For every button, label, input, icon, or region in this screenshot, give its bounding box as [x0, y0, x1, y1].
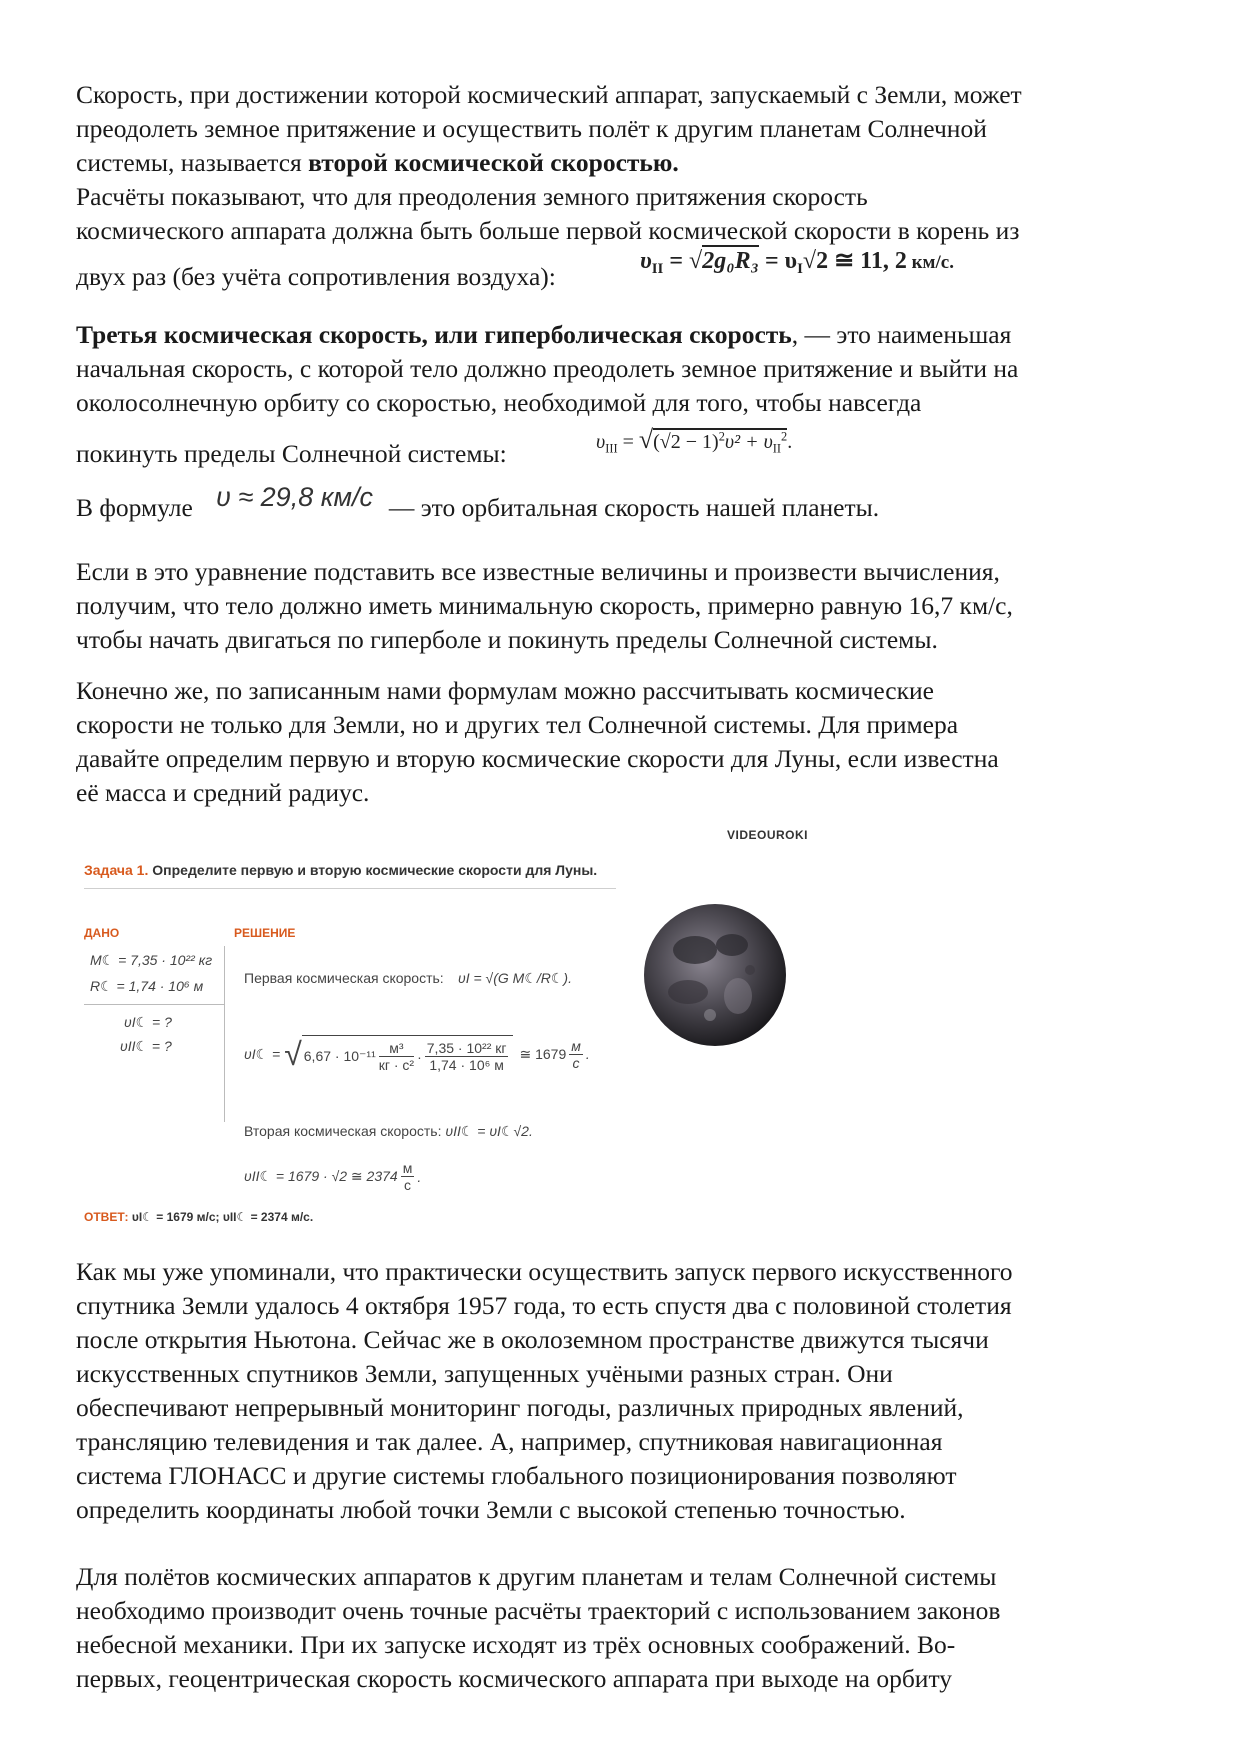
second-velocity-label: Вторая космическая скорость: υII☾ = υI☾√2. — [244, 1123, 533, 1139]
unit-fraction: $\frac{м}{с}$ — [571, 1037, 581, 1071]
given-mass: M☾ = 7,35 · 10²² кг — [90, 952, 213, 968]
second-velocity-calc: υII☾ = 1679 · √2 ≅ 2374 $\frac{м}{с}$ . — [244, 1160, 422, 1193]
text-line: Расчёты показывают, что для преодоления земного притяжения скорость — [76, 182, 868, 211]
given-v1: υI☾ = ? — [124, 1014, 172, 1030]
text-line: В формуле — это орбитальная скорость нашей планеты. — [76, 493, 880, 522]
text-line: скорости не только для Земли, но и других тел Солнечной системы. Для примера — [76, 710, 959, 739]
given-vertical-divider — [224, 946, 225, 1122]
bold-term: Третья космическая скорость, или гиперболическая скорость — [76, 320, 792, 349]
text-line: её масса и средний радиус. — [76, 778, 370, 807]
formula-second-velocity: $\upsilon_{II} = √2g_0R_3 = \upsilon_I√2$ ≅ 11, 2 км/с. — [640, 246, 954, 278]
given-v2: υII☾ = ? — [120, 1038, 172, 1054]
solution-label: РЕШЕНИЕ — [234, 926, 296, 940]
given-label: ДАНО — [84, 926, 120, 940]
text-line: после открытия Ньютона. Сейчас же в околоземном пространстве движутся тысячи — [76, 1325, 989, 1354]
text-line: чтобы начать двигаться по гиперболе и покинуть пределы Солнечной системы. — [76, 625, 938, 654]
answer: ОТВЕТ: υI☾ = 1679 м/с; υII☾ = 2374 м/с. — [84, 1210, 314, 1224]
text-line: преодолеть земное притяжение и осуществить полёт к другим планетам Солнечной — [76, 114, 987, 143]
paragraph-satellites — [76, 1255, 1176, 1527]
fraction: $\frac{\text{м³}}{\text{кг · с²}}$ — [378, 1040, 415, 1073]
text-line: получим, что тело должно иметь минимальную скорость, примерно равную 16,7 км/с, — [76, 591, 1013, 620]
text-line: начальная скорость, с которой тело должно преодолеть земное притяжение и выйти на — [76, 354, 1019, 383]
bold-term: второй космической скоростью. — [308, 148, 679, 177]
formula-third-velocity: $\upsilon_{III} = √(√2 - 1)^2\upsilon^2 + \upsilon_{II}^2$. — [596, 425, 793, 456]
text-line: околосолнечную орбиту со скоростью, необходимой для того, чтобы навсегда — [76, 388, 922, 417]
text-line: Если в это уравнение подставить все известные величины и произвести вычисления, — [76, 557, 1000, 586]
text-line: покинуть пределы Солнечной системы: — [76, 439, 507, 468]
given-radius: R☾ = 1,74 · 10⁶ м — [90, 978, 204, 994]
text-line: Как мы уже упоминали, что практически осуществить запуск первого искусственного — [76, 1257, 1013, 1286]
text-line: двух раз (без учёта сопротивления воздуха): — [76, 262, 556, 291]
fraction: $\frac{\text{7,35 · 10²² кг}}{\text{1,74 · 10⁶ м}}$ — [426, 1040, 507, 1073]
task-figure — [82, 830, 842, 1230]
moon-image — [640, 900, 790, 1050]
text-line: первых, геоцентрическая скорость космического аппарата при выходе на орбиту — [76, 1664, 953, 1693]
text-line: необходимо производит очень точные расчёты траекторий с использованием законов — [76, 1596, 1001, 1625]
divider — [84, 888, 616, 889]
text-line: определить координаты любой точки Земли с высокой степенью точностью. — [76, 1495, 906, 1524]
text-line: космического аппарата должна быть больше первой космической скорости в корень из — [76, 216, 1020, 245]
text-line: Третья космическая скорость, или гиперболическая скорость, — это наименьшая — [76, 320, 1012, 349]
paragraph-moon-example — [76, 674, 1176, 810]
unit-fraction: $\frac{м}{с}$ — [402, 1160, 413, 1193]
text-line: небесной механики. При их запуске исходят из трёх основных соображений. Во- — [76, 1630, 956, 1659]
paragraph-second-cosmic-velocity — [76, 78, 1176, 294]
text-line: Для полётов космических аппаратов к другим планетам и телам Солнечной системы — [76, 1562, 997, 1591]
given-divider — [84, 1004, 224, 1005]
paragraph-hyperbolic-result — [76, 555, 1176, 657]
brand-logo: VIDEOUROKI — [727, 828, 809, 842]
paragraph-trajectories — [76, 1560, 1176, 1696]
text-line: обеспечивают непрерывный мониторинг погоды, различных природных явлений, — [76, 1393, 964, 1422]
text-line: система ГЛОНАСС и другие системы глобального позиционирования позволяют — [76, 1461, 957, 1490]
task-title: Задача 1. Определите первую и вторую космические скорости для Луны. — [84, 862, 598, 878]
text-line: трансляцию телевидения и так далее. А, например, спутниковая навигационная — [76, 1427, 943, 1456]
first-velocity-label: Первая космическая скорость: — [244, 970, 444, 986]
text-line: системы, называется второй космической скоростью. — [76, 148, 679, 177]
text-line: Скорость, при достижении которой космический аппарат, запускаемый с Земли, может — [76, 80, 1022, 109]
first-velocity-calc: υI☾ = √ 6,67 · 10⁻¹¹ $\frac{\text{м³}}{\text{кг · с²}}$ · $\frac{\text{7,35 · 10²² кг}}{\text{1,74 · 10⁶ м}}$ ≅ 1679 $\frac{м}{с}$ . — [244, 1035, 590, 1073]
text-line: давайте определим первую и вторую космические скорости для Луны, если известна — [76, 744, 999, 773]
text-line: спутника Земли удалось 4 октября 1957 года, то есть спустя два с половиной столетия — [76, 1291, 1012, 1320]
first-velocity-formula: υI = √(G M☾/R☾). — [458, 970, 572, 986]
text-line: искусственных спутников Земли, запущенных учёными разных стран. Они — [76, 1359, 893, 1388]
text-line: Конечно же, по записанным нами формулам можно рассчитывать космические — [76, 676, 934, 705]
formula-orbital-velocity: υ ≈ 29,8 км/с — [216, 482, 373, 512]
